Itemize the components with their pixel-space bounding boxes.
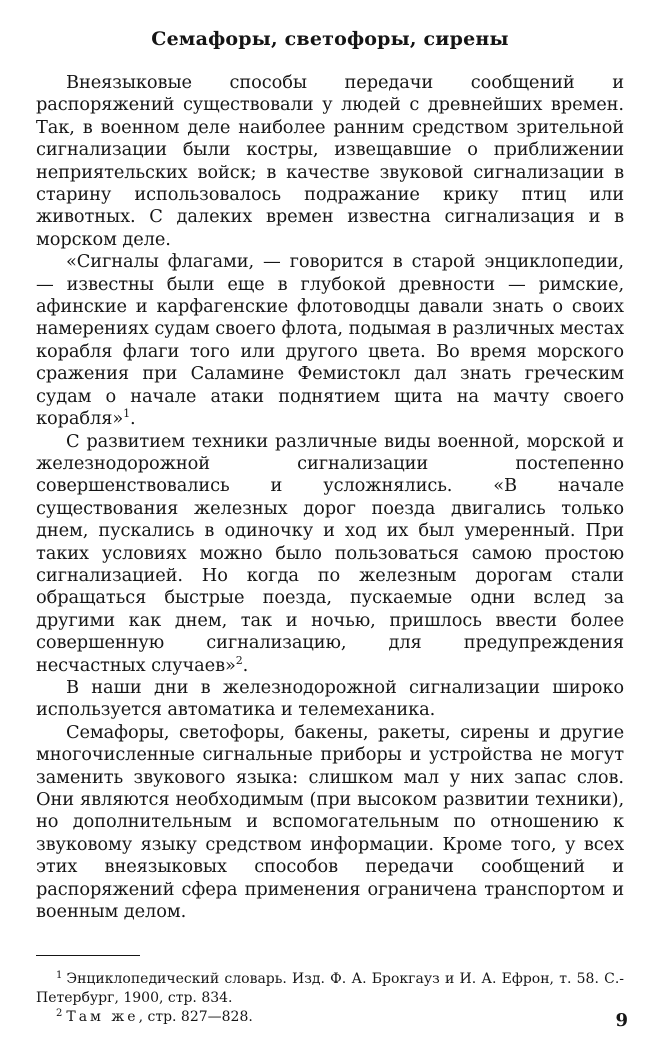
paragraph-3-text: С развитием техники различные виды военной, морской и железнодорожной сигнализации постепенно совершенствовались и усложнялись. «В начале существования железных дорог поезда двигались только днем, пускались в одиночку и ход их был умеренный. При таких условиях можно было пользоваться самою простою сигнализацией. Но когда по железным дорогам стали обращаться быстрые поезда, пускаемые одни вслед за другими как днем, так и ночью, пришлось ввести более совершенную сигнализацию, для предупреждения несчастных случаев» bbox=[36, 430, 624, 676]
footnote-ref-2[interactable]: 2 bbox=[235, 653, 243, 667]
paragraph-4-text: В наши дни в железнодорожной сигнализации широко используется автоматика и телемеханика. bbox=[36, 676, 624, 721]
paragraph-2 bbox=[36, 251, 624, 430]
footnote-1-number: 1 bbox=[56, 969, 63, 981]
paragraph-4 bbox=[36, 677, 624, 722]
paragraph-3 bbox=[36, 431, 624, 677]
paragraph-2-text: «Сигналы флагами, — говорится в старой энциклопедии, — известны были еще в глубокой древности — римские, афинские и карфагенские флотоводцы давали знать о своих намерениях судам своего флота, подымая в различных местах корабля флаги того или другого цвета. Во время морского сражения при Саламине Фемистокл дал знать греческим судам о начале атаки поднятием щита на мачту своего корабля» bbox=[36, 251, 624, 430]
footnote-2-number: 2 bbox=[56, 1007, 63, 1019]
paragraph-5-text: Семафоры, светофоры, бакены, ракеты, сирены и другие многочисленные сигнальные приборы и устройства не могут заменить звукового языка: слишком мал у них запас слов. Они являются необходимым (при высоком развитии техники), но дополнительным и вспомогательным по отношению к звуковому языку средством информации. Кроме того, у всех этих внеязыковых способов передачи сообщений и распоряжений сфера применения ограничена транспортом и военным делом. bbox=[36, 721, 624, 923]
page-number: 9 bbox=[615, 1010, 628, 1031]
footnote-divider bbox=[36, 955, 140, 956]
footnote-ref-1[interactable]: 1 bbox=[123, 407, 131, 421]
paragraph-3-end: . bbox=[242, 654, 249, 676]
page-title: Семафоры, светофоры, сирены bbox=[151, 28, 509, 50]
footnote-1-text: Энциклопедический словарь. Изд. Ф. А. Брокгауз и И. А. Ефрон, т. 58. С.-Петербург, 1900, стр. 834. bbox=[36, 971, 624, 1007]
footnote-2-text: , стр. 827—828. bbox=[138, 1009, 253, 1026]
paragraph-2-end: . bbox=[130, 408, 136, 430]
page-body bbox=[36, 26, 624, 1027]
footnote-2 bbox=[36, 1008, 624, 1027]
footnote-2-ibid: Там же bbox=[66, 1009, 139, 1026]
footnote-1 bbox=[36, 970, 624, 1008]
paragraph-5 bbox=[36, 722, 624, 924]
paragraph-1-text: Внеязыковые способы передачи сообщений и распоряжений существовали у людей с древнейших времен. Так, в военном деле наиболее ранним средством зрительной сигнализации были костры, извещавшие о приближении неприятельских войск; в качестве звуковой сигнализации в старину использовалось подражание крику птиц или животных. С далеких времен известна сигнализация и в морском деле. bbox=[36, 72, 624, 250]
paragraph-1 bbox=[36, 72, 624, 251]
